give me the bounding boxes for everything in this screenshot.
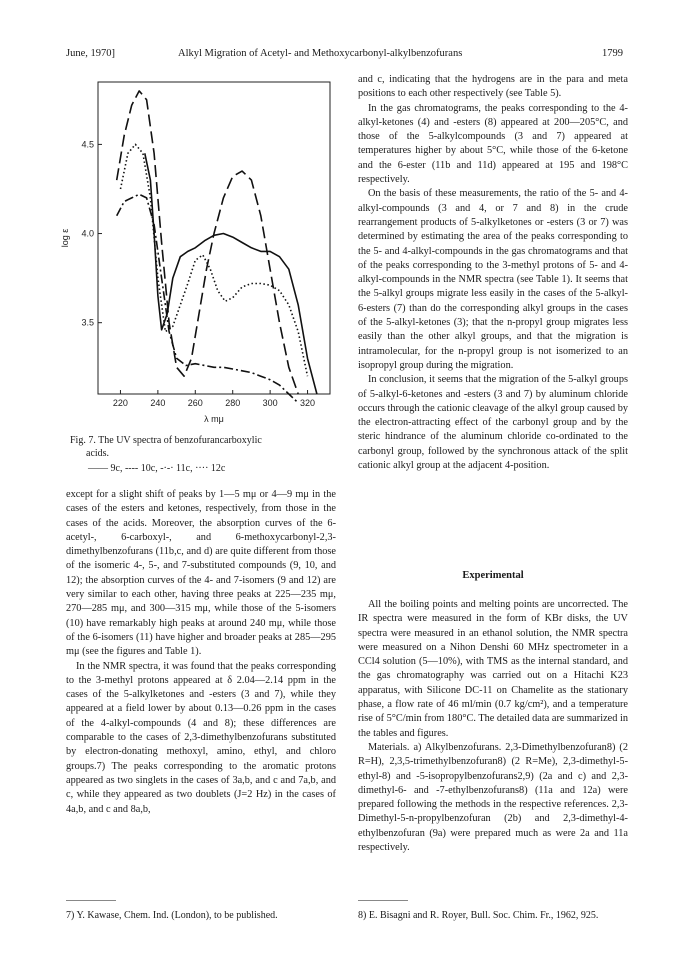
- y-tick-label: 4.0: [81, 228, 94, 239]
- y-tick-label: 4.5: [81, 139, 94, 150]
- x-tick-label: 300: [262, 398, 278, 408]
- figure-caption: [70, 434, 340, 475]
- paragraph: In the gas chromatograms, the peaks corresponding to the 4-alkyl-ketones (4) and -esters (8) appeared at 200—205°C, and those of the 5-alkylcompounds (3 and 7) appeared at temperatures higher by about 5°C, while those of the 6-ketone and the 6-ester (11b and 11d) appeared at 195 and 198°C respectively.: [358, 102, 628, 186]
- series-line-10c: [117, 91, 299, 394]
- caption-line-2: acids.: [86, 448, 110, 459]
- left-column-text: [66, 488, 336, 817]
- x-axis-label: λ mμ: [204, 414, 224, 424]
- x-tick-label: 240: [150, 398, 166, 408]
- footnote-rule: [66, 900, 116, 901]
- caption-line-1: Fig. 7. The UV spectra of benzofurancarboxylic: [70, 435, 262, 446]
- paragraph: except for a slight shift of peaks by 1—5 mμ or 4—9 mμ in the cases of the esters and ketones, respectively, from those in the cases of the acids. Moreover, the absorption curves of the 6-acetyl-, 6-carboxyl-, and 6-methoxycarbonyl-2,3-dimethylbenzofurans (11b,c, and d) are quite different from those of the isomeric 4-, 5-, and 7-substituted compounds (9, 10, and 12); the absorption curves of the 4- and 7-isomers (9 and 12) are very similar to each other, having three peaks at 225—235 mμ, 270—285 mμ, and 300—315 mμ, while those of the 5-isomers (10) have remarkably high peaks at around 240 mμ, while those of the 6-isomers (11) have higher and broader peaks at 285—295 mμ (see the figures and Table 1).: [66, 489, 336, 658]
- paragraph: Materials. a) Alkylbenzofurans. 2,3-Dimethylbenzofuran8) (2 R=H), 2,3,5-trimethylbenzofuran8) (2 R=Me), 2,3-dimethyl-5-ethyl-8) and -5-isopropylbenzofurans2,9) (2a and c) and 2,3-dimethyl-6- and -7-ethylbenzofurans8) (11a and 12a) were prepared following the methods in the respective references. 2,3-Dimethyl-5-n-propylbenzofuran (2b) and 2,3-dimethyl-4-ethylbenzofuran (9a) were prepared much as were 2a and 11a respectively.: [358, 741, 628, 854]
- paragraph: In conclusion, it seems that the migration of the 5-alkyl groups of 5-alkyl-6-ketones and -esters (3 and 7) by aluminum chloride occurs through the cationic cleavage of the alkyl group caused by the electron-attracting effect of the carbonyl group and by the steric hindrance of the aluminum chloride co-ordinated to the carbonyl group, followed by the synchronous attack of the split cationic alkyl group at the adjacent 4-position.: [358, 374, 628, 472]
- page-number: 1799: [602, 48, 623, 59]
- running-header-title: Alkyl Migration of Acetyl- and Methoxycarbonyl-alkylbenzofurans: [178, 48, 463, 59]
- x-tick-label: 220: [112, 398, 128, 408]
- paragraph: On the basis of these measurements, the ratio of the 5- and 4-alkyl-compounds (3 and 4, or 7 and 8) in the crude rearrangement products of 5-alkylketones or -esters (3 or 7) was determined by estimating the area of the peaks corresponding to the 5- and 4-alkyl-compounds in the gas chromatograms and that of the peaks corresponding to the 3-methyl protons of 5- and 4-alkyl-compounds in the NMR spectra (see Table 1). It seems that the 5-alkyl groups migrate less easily in the cases of the 5-alkyl-6-esters (7) than do the corresponding alkyl groups in the cases of the 5-alkyl-ketones (3); that the n-propyl group migrates less easily than the other alkyl groups, and that the migration is intramolecular, for the n-propyl group is not isomerized to an isopropyl group during the migration.: [358, 188, 628, 371]
- footnote-8: 8) E. Bisagni and R. Royer, Bull. Soc. Chim. Fr., 1962, 925.: [358, 910, 599, 921]
- x-tick-label: 320: [300, 398, 316, 408]
- series-line-11c: [117, 194, 299, 403]
- uv-spectra-chart: [58, 72, 338, 430]
- right-column-text: [358, 73, 628, 473]
- running-header-date: June, 1970]: [66, 48, 115, 59]
- section-heading: Experimental: [462, 570, 524, 581]
- series-line-12c: [121, 144, 308, 376]
- paragraph: and c, indicating that the hydrogens are in the para and meta positions to each other respectively (see Table 5).: [358, 74, 628, 100]
- footnote-rule: [358, 900, 408, 901]
- y-tick-label: 3.5: [81, 317, 94, 328]
- plot-frame: [98, 82, 330, 394]
- caption-legend: —— 9c, ---- 10c, -·-· 11c, ···· 12c: [88, 463, 226, 474]
- series-line-9c: [145, 153, 317, 394]
- paragraph: In the NMR spectra, it was found that the peaks corresponding to the 3-methyl protons appeared at δ 2.04—2.14 ppm in the cases of the 5-alkylketones and -esters (3 and 7), while they appeared at a field lower by about 0.13—0.26 ppm in the cases of the 4-alkyl-compounds (4 and 8); these differences are comparable to the cases of 2,3-dimethylbenzofurans substituted by electron-donating methoxyl, amino, ethyl, and chloro groups.7) The peaks corresponding to the aromatic protons appeared as two singlets in the cases of 3a,b, and c and 7a,b, and c, while they appeared as two doublets (J=2 Hz) in the cases of 4a,b, and c and 8a,b,: [66, 660, 336, 815]
- x-tick-label: 260: [187, 398, 203, 408]
- footnote-7: 7) Y. Kawase, Chem. Ind. (London), to be published.: [66, 910, 278, 921]
- x-tick-label: 280: [225, 398, 241, 408]
- experimental-text: [358, 598, 628, 855]
- paragraph: All the boiling points and melting points are uncorrected. The IR spectra were measured in the form of KBr disks, the UV spectra were measured in an ethanol solution, the NMR spectra were measured on a Nihon Denshi 60 MHz spectrometer in a CCl4 solution (5—10%), with TMS as the internal standard, and the gas chromatography was carried out on a Hitachi K23 apparatus, with Silicone DC-11 on Chamelite as the stationary phase, a flow rate of 46 ml/min (0.7 kg/cm²), and a temperature rise of 5°C/min from 180°C. The detailed data are summarized in the tables and figures.: [358, 599, 628, 739]
- y-axis-label: log ε: [60, 228, 70, 248]
